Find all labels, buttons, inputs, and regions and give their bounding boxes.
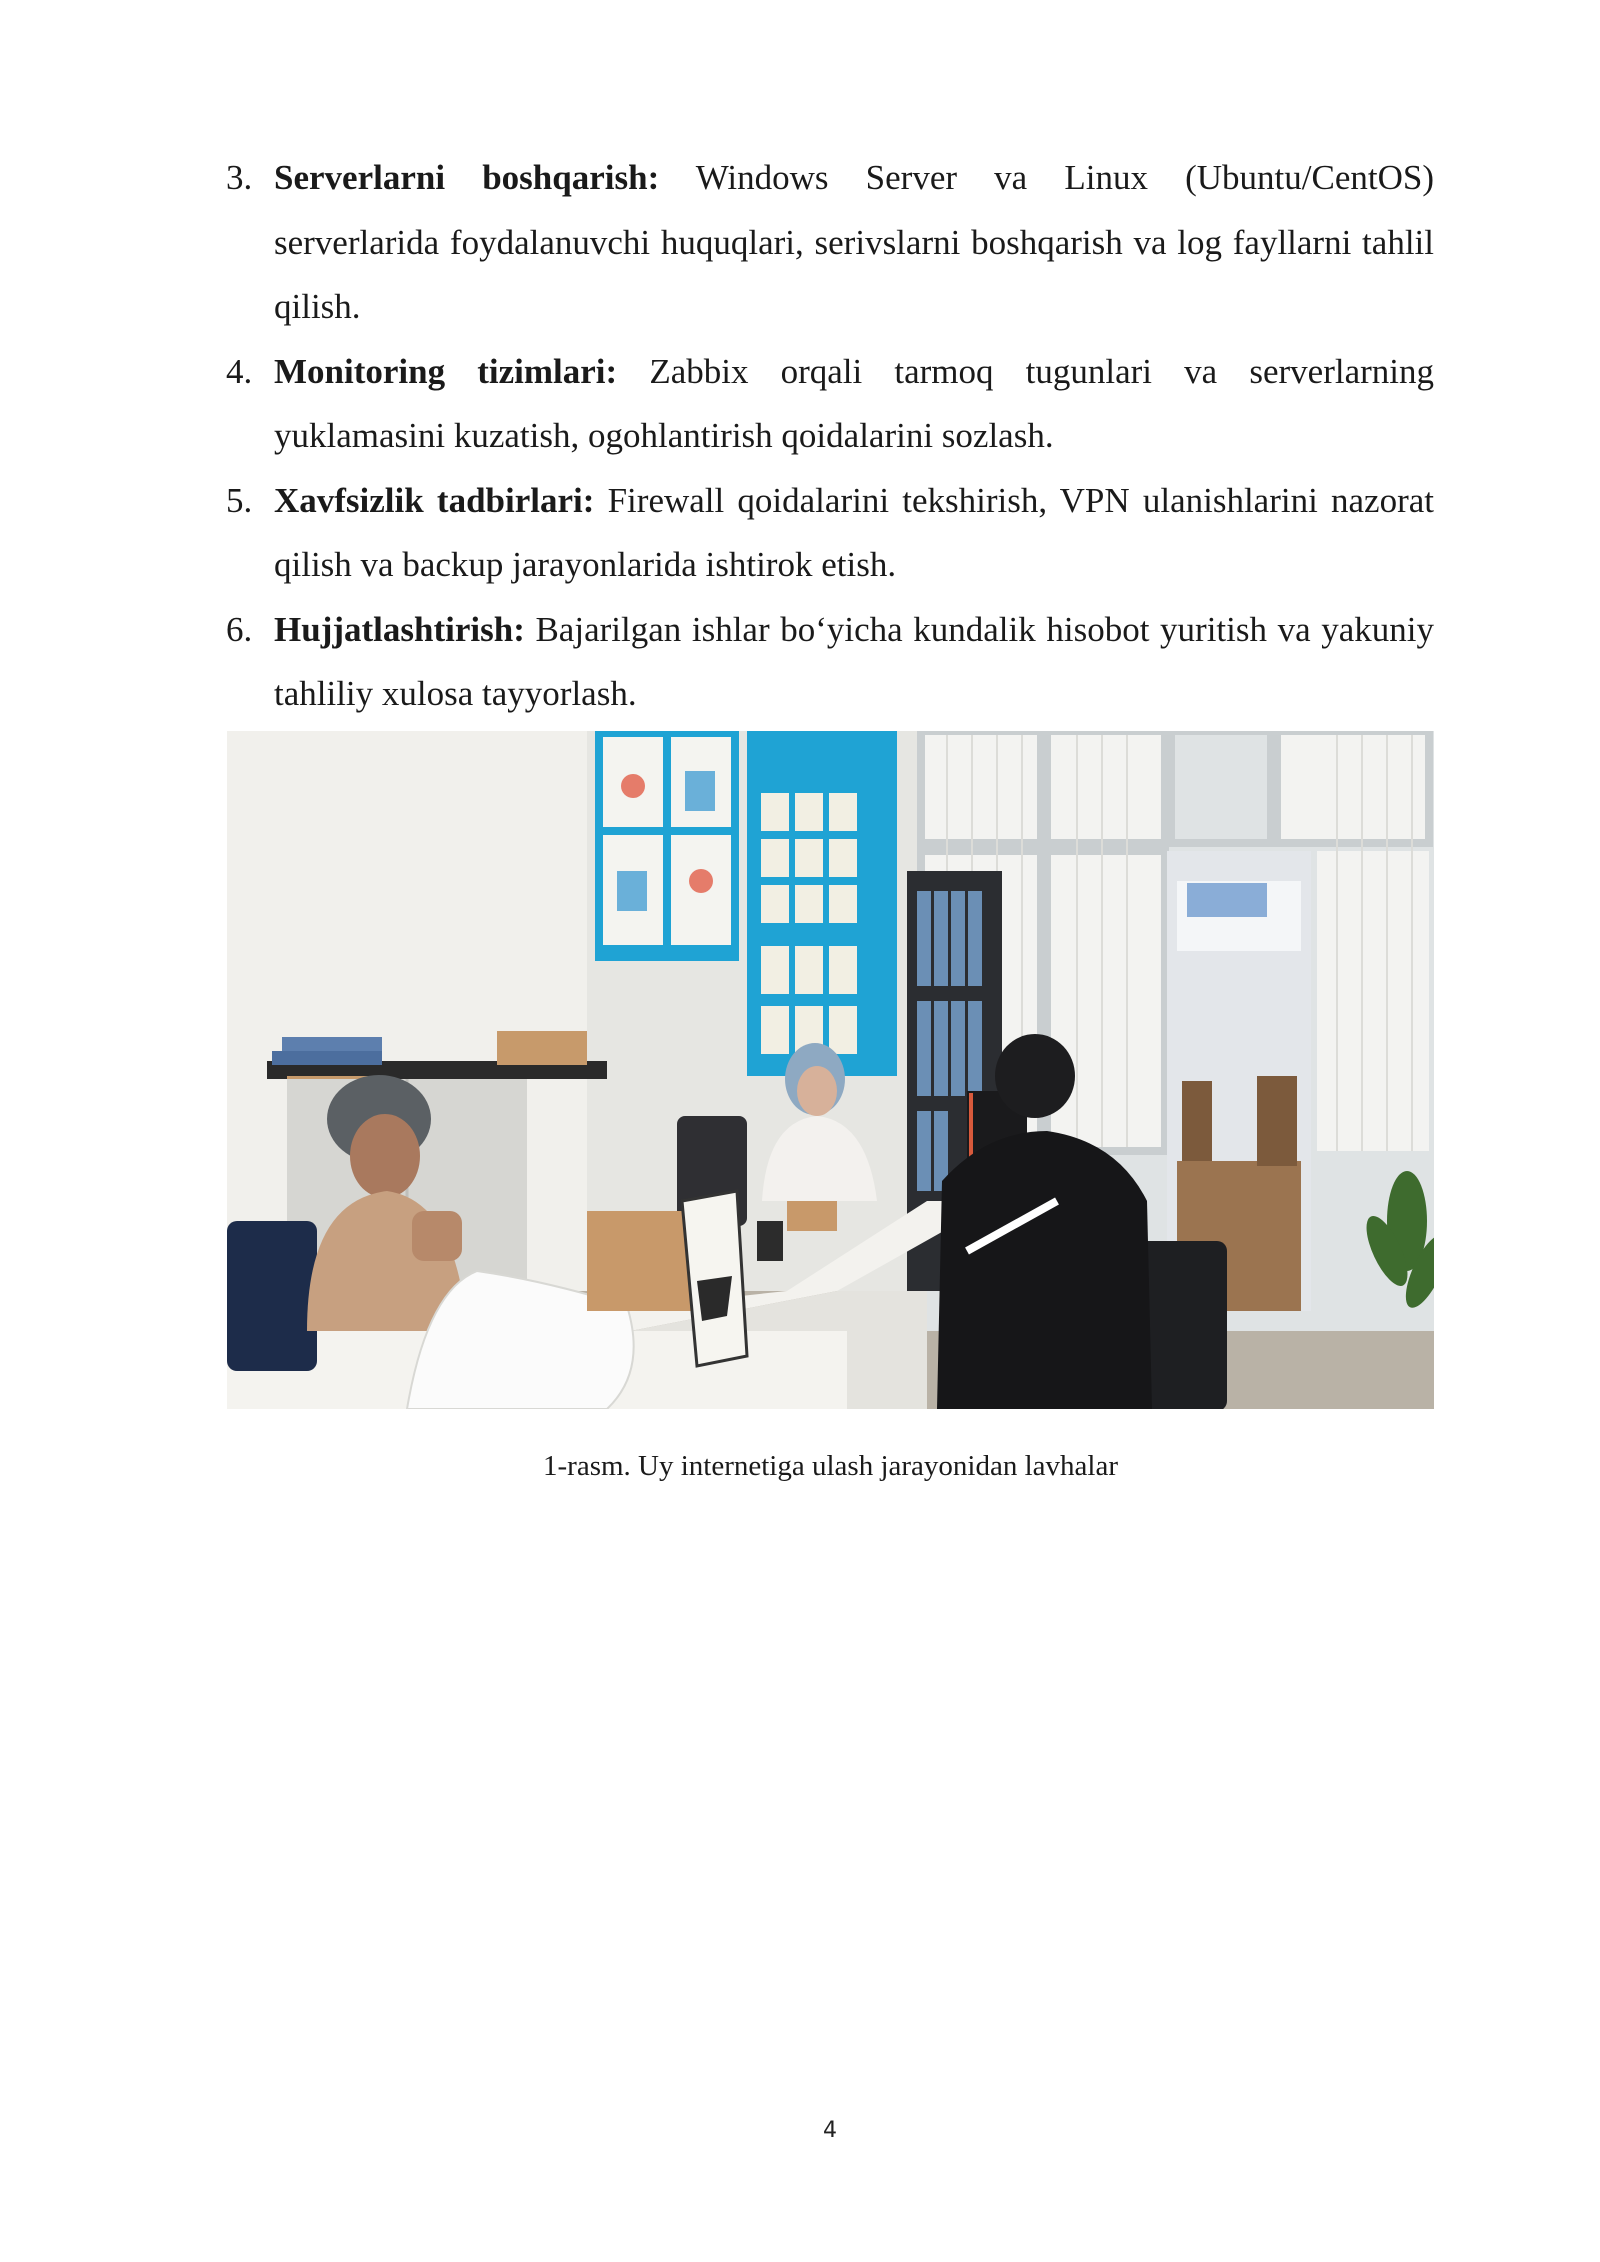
list-item [226, 146, 1434, 340]
list-item-number: 6. [226, 609, 253, 649]
figure-caption: 1-rasm. Uy internetiga ulash jarayonidan lavhalar [543, 1450, 1118, 1482]
list-item-text: Firewall qoidalarini tekshirish, VPN ulanishlarini nazorat qilish va backup jarayonlarida ishtirok etish. [274, 480, 1434, 584]
list-item-number: 4. [226, 351, 253, 391]
list-item-text: Bajarilgan ishlar bo‘yicha kundalik hisobot yuritish va yakuniy tahliliy xulosa tayyorlash. [274, 609, 1434, 713]
list-item-text: Windows Server va Linux (Ubuntu/CentOS) serverlarida foydalanuvchi huquqlari, serivslarni boshqarish va log fayllarni tahlil qilish. [274, 158, 1434, 326]
list-item-term: Monitoring tizimlari: [274, 351, 618, 391]
list-item [226, 469, 1434, 598]
list-item-number: 5. [226, 480, 253, 520]
list-item [226, 340, 1434, 469]
list-item-text: Zabbix orqali tarmoq tugunlari va serverlarning yuklamasini kuzatish, ogohlantirish qoidalarini sozlash. [274, 351, 1434, 455]
list-item-term: Xavfsizlik tadbirlari: [274, 480, 595, 520]
task-list [226, 146, 1434, 727]
list-item-number: 3. [226, 158, 253, 197]
list-item-term: Serverlarni boshqarish: [274, 158, 660, 197]
list-item-term: Hujjatlashtirish: [274, 609, 525, 649]
office-photo [227, 731, 1434, 1409]
page-number: 4 [823, 2118, 837, 2143]
office-photo-illustration [227, 731, 1434, 1409]
list-item [226, 598, 1434, 727]
